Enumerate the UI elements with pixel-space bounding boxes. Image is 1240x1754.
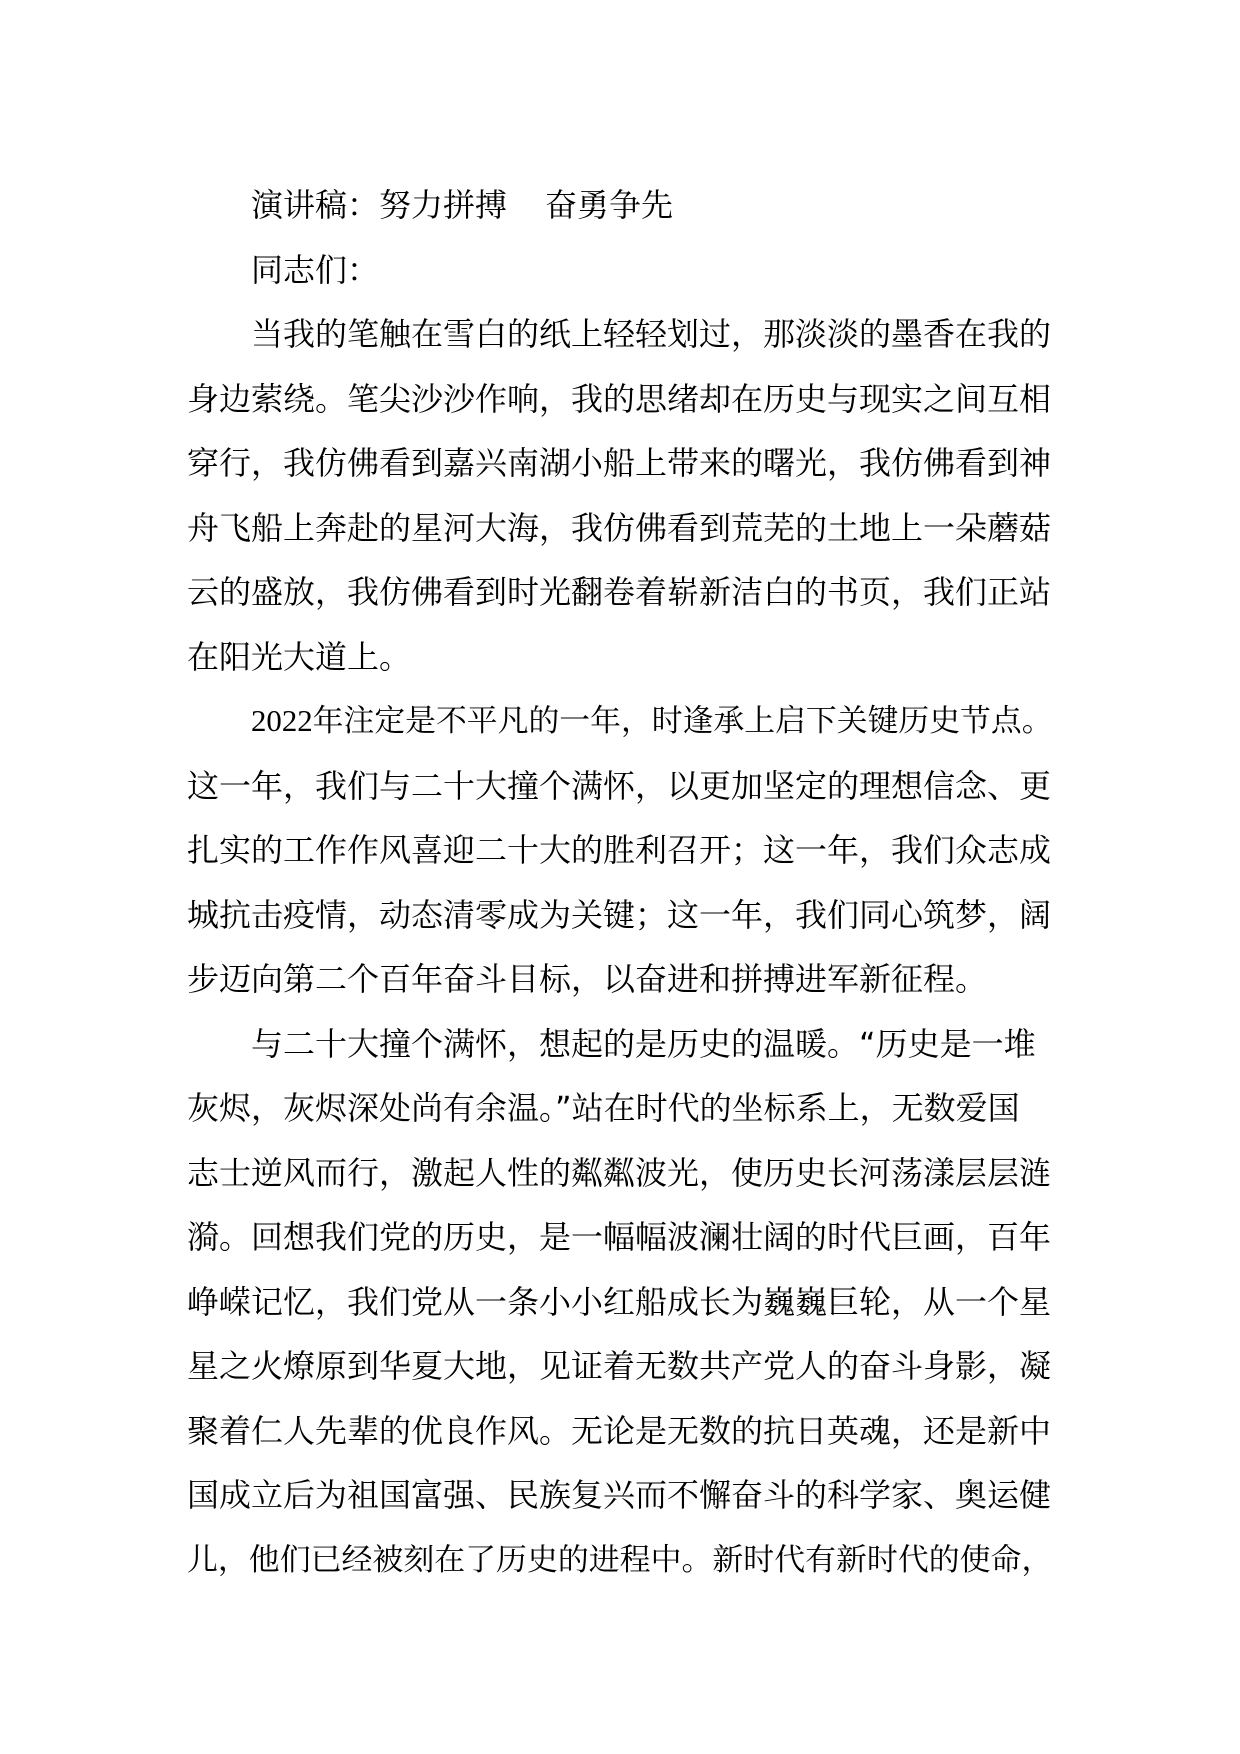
- paragraph-line: 城抗击疫情，动态清零成为关键；这一年，我们同心筑梦，阔: [187, 895, 1052, 934]
- paragraph-1: [187, 302, 1057, 689]
- paragraph-line: 国成立后为祖国富强、民族复兴而不懈奋斗的科学家、奥运健: [187, 1476, 1052, 1514]
- paragraph-line: 志士逆风而行，激起人性的粼粼波光，使历史长河荡漾层层涟: [187, 1153, 1052, 1192]
- paragraph-line: 与二十大撞个满怀，想起的是历史的温暖。“历史是一堆: [251, 1024, 1036, 1063]
- paragraph-line: 在阳光大道上。: [187, 637, 412, 676]
- paragraph-line: 星之火燎原到华夏大地，见证着无数共产党人的奋斗身影，凝: [187, 1347, 1052, 1385]
- paragraph-line: 舟飞船上奔赴的星河大海，我仿佛看到荒芜的土地上一朵蘑菇: [187, 508, 1052, 547]
- title-sub: 奋勇争先: [545, 186, 674, 224]
- paragraph-line: 漪。回想我们党的历史，是一幅幅波澜壮阔的时代巨画，百年: [187, 1218, 1052, 1256]
- title-main: 演讲稿：努力拼搏: [251, 186, 508, 224]
- paragraph-3: [187, 1012, 1057, 1593]
- paragraph-line: 当我的笔触在雪白的纸上轻轻划过，那淡淡的墨香在我的: [251, 315, 1052, 353]
- paragraph-line: 聚着仁人先辈的优良作风。无论是无数的抗日英魂，还是新中: [187, 1411, 1052, 1450]
- paragraph-line: [187, 689, 1057, 754]
- paragraph-line: 身边萦绕。笔尖沙沙作响，我的思绪却在历史与现实之间互相: [187, 379, 1052, 418]
- paragraph-2: [187, 689, 1057, 1012]
- paragraph-line: 这一年，我们与二十大撞个满怀，以更加坚定的理想信念、更: [187, 766, 1052, 805]
- paragraph-line: 峥嵘记忆，我们党从一条小小红船成长为巍巍巨轮，从一个星: [187, 1282, 1052, 1321]
- paragraph-line: 儿，他们已经被刻在了历史的进程中。新时代有新时代的使命，: [187, 1541, 1053, 1578]
- document-title: [187, 173, 1057, 238]
- document-body: [187, 173, 1057, 1592]
- year-number: 2022: [251, 704, 313, 738]
- paragraph-line: 步迈向第二个百年奋斗目标，以奋进和拼搏进军新征程。: [187, 960, 988, 998]
- paragraph-line: 云的盛放，我仿佛看到时光翻卷着崭新洁白的书页，我们正站: [187, 573, 1052, 611]
- paragraph-line-text: 年注定是不平凡的一年，时逢承上启下关键历史节点。: [312, 703, 1053, 739]
- paragraph-line: 扎实的工作作风喜迎二十大的胜利召开；这一年，我们众志成: [187, 831, 1052, 869]
- paragraph-line: 灰烬，灰烬深处尚有余温。”站在时代的坐标系上，无数爱国: [187, 1089, 1020, 1127]
- salutation: 同志们：: [251, 250, 380, 289]
- paragraph-line: 穿行，我仿佛看到嘉兴南湖小船上带来的曙光，我仿佛看到神: [187, 444, 1052, 482]
